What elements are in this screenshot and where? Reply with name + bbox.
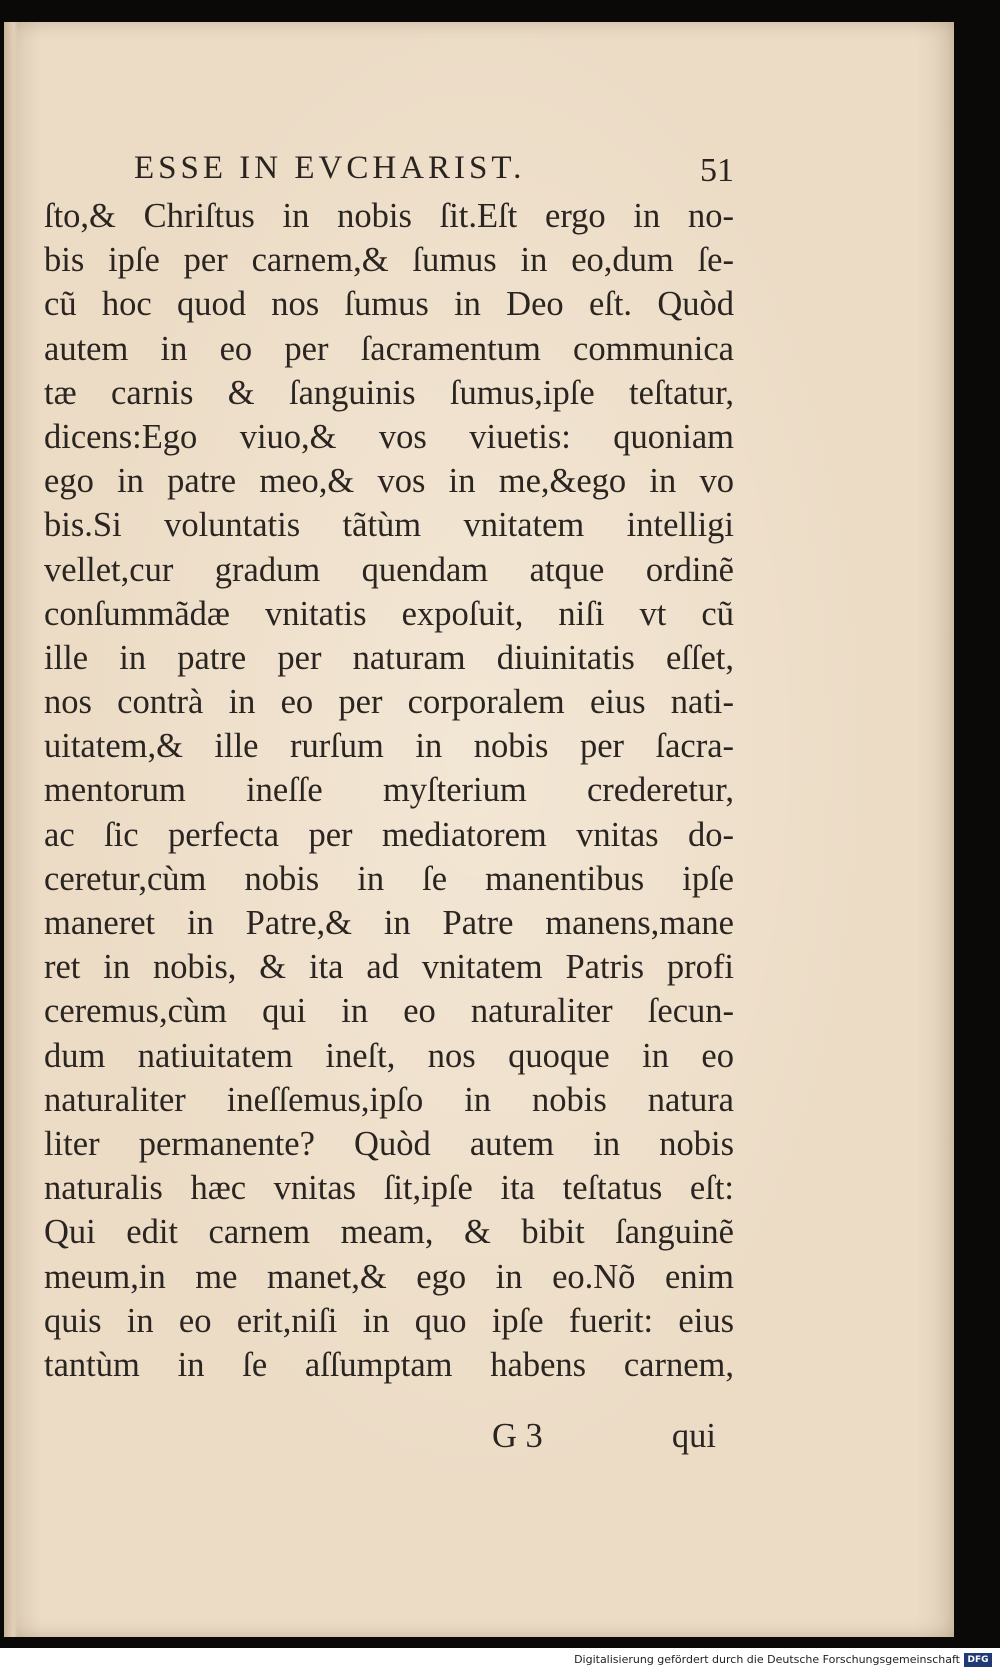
text-line: autem in eo per ſacramentum communica	[44, 329, 734, 368]
text-line: bis.Si voluntatis tãtùm vnitatem intelligi	[44, 506, 734, 545]
text-line: ille in patre per naturam diuinitatis eſſet,	[44, 638, 734, 677]
catchword: qui	[671, 1417, 716, 1455]
text-line: ceretur,cùm nobis in ſe manentibus ipſe	[44, 859, 734, 898]
digitization-footer	[0, 1648, 1000, 1673]
dfg-logo-icon: DFG	[964, 1653, 992, 1667]
running-head	[134, 150, 734, 190]
page-number: 51	[700, 152, 734, 189]
catchline	[44, 1417, 734, 1461]
text-line: tantùm in ſe aſſumptam habens carnem,	[44, 1345, 734, 1384]
text-line: quis in eo erit,niſi in quo ipſe fuerit: eius	[44, 1301, 734, 1340]
funding-credit: Digitalisierung gefördert durch die Deutsche Forschungsgemeinschaft	[574, 1653, 960, 1666]
text-line: ac ſic perfecta per mediatorem vnitas do-	[44, 815, 734, 854]
text-line: ego in patre meo,& vos in me,&ego in vo	[44, 462, 734, 501]
book-page	[4, 22, 954, 1637]
text-line: liter permanente? Quòd autem in nobis	[44, 1124, 734, 1163]
text-line: dicens:Ego viuo,& vos viuetis: quoniam	[44, 417, 734, 456]
text-line: ceremus,cùm qui in eo naturaliter ſecun-	[44, 992, 734, 1031]
running-head-title: ESSE IN EVCHARIST.	[134, 150, 526, 186]
text-line: naturalis hæc vnitas ſit,ipſe ita teſtatus eſt:	[44, 1169, 734, 1208]
text-line: bis ipſe per carnem,& ſumus in eo,dum ſe-	[44, 241, 734, 280]
text-line: ſto,& Chriſtus in nobis ſit.Eſt ergo in no-	[44, 197, 734, 235]
body-text	[44, 194, 734, 1387]
text-line: Qui edit carnem meam, & bibit ſanguinẽ	[44, 1213, 734, 1252]
text-line: dum natiuitatem ineſt, nos quoque in eo	[44, 1036, 734, 1075]
text-line: naturaliter ineſſemus,ipſo in nobis natura	[44, 1080, 734, 1119]
text-line: uitatem,& ille rurſum in nobis per ſacra-	[44, 727, 734, 766]
text-line: mentorum ineſſe myſterium crederetur,	[44, 771, 734, 810]
text-line: nos contrà in eo per corporalem eius nati-	[44, 683, 734, 722]
text-line: conſummãdæ vnitatis expoſuit, niſi vt cũ	[44, 594, 734, 633]
text-line: tæ carnis & ſanguinis ſumus,ipſe teſtatur,	[44, 373, 734, 412]
text-line: meum,in me manet,& ego in eo.Nõ enim	[44, 1257, 734, 1296]
signature-mark: G 3	[492, 1417, 543, 1455]
text-line: vellet,cur gradum quendam atque ordinẽ	[44, 550, 734, 589]
text-line: maneret in Patre,& in Patre manens,mane	[44, 904, 734, 942]
text-line: cũ hoc quod nos ſumus in Deo eſt. Quòd	[44, 285, 734, 324]
text-line: ret in nobis, & ita ad vnitatem Patris profi	[44, 948, 734, 987]
